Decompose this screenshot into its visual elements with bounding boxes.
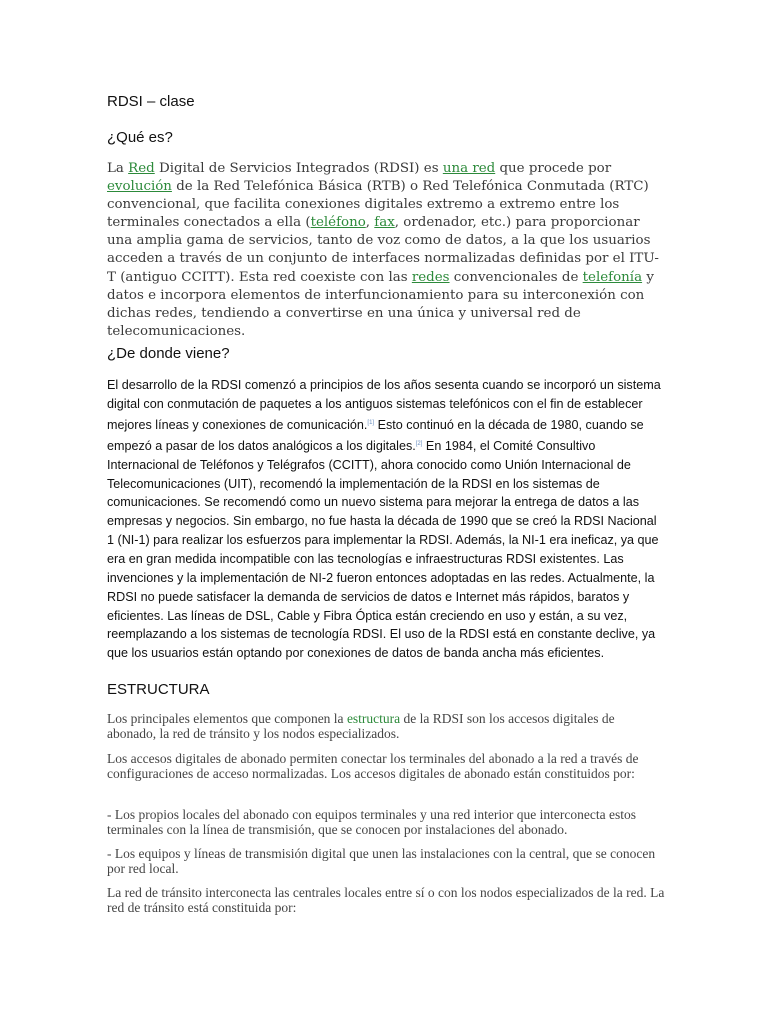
text-run: de la Red Telefónica Básica (RTB) o Red Telefónica Conmutada (RTC) convencional, que facilita conexiones digitales extremo a extremo entre los terminales conectados a ella (: [107, 179, 649, 231]
text-run: Los principales elementos que componen la: [107, 711, 347, 726]
text-run: ,: [365, 215, 375, 231]
heading-que-es: ¿Qué es?: [107, 129, 173, 146]
link-redes[interactable]: redes: [411, 269, 450, 285]
paragraph-history: [107, 376, 663, 663]
text-run: La: [107, 161, 129, 176]
text-run: , ordenador, etc.) para proporcionar una amplia gama de servicios, tanto de voz como de datos, a la que los usuarios acceden a través de un conjunto de interfaces normalizadas definidas por el ITU-T (antiguo CCITT). Esta red coexiste con las: [107, 215, 659, 285]
text-run: que procede por: [495, 161, 612, 176]
footnote-ref-1[interactable]: [1]: [367, 419, 375, 426]
paragraph-transit-network: La red de tránsito interconecta las centrales locales entre sí o con los nodos especializados de la red. La red de tránsito está constituida por:: [107, 885, 665, 915]
link-telefonia[interactable]: telefonía: [582, 269, 643, 285]
list-item-subscriber-premises: - Los propios locales del abonado con equipos terminales y una red interior que interconecta estos terminales con la línea de transmisión, que se conocen por instalaciones del abonado.: [107, 807, 636, 837]
link-evolucion[interactable]: evolución: [107, 179, 172, 195]
link-una-red[interactable]: una red: [442, 161, 496, 176]
highlight-estructura: estructura: [346, 711, 401, 726]
text-run: de la RDSI son los accesos digitales de abonado, la red de tránsito y los nodos especializados.: [107, 711, 615, 741]
text-run: El desarrollo de la RDSI comenzó a principios de los años sesenta cuando se incorporó un sistema digital con conmutación de paquetes a los antiguos sistemas telefónicos con el fin de establecer mejores líneas y conexiones de comunicación.: [107, 378, 661, 432]
document-title: RDSI – clase: [107, 93, 195, 110]
link-telefono[interactable]: teléfono: [310, 215, 366, 231]
text-run: y datos e incorpora elementos de interfuncionamiento para su interconexión con dichas redes, tendiendo a convertirse en una única y universal red de telecomunicaciones.: [107, 269, 654, 339]
footnote-ref-2[interactable]: [2]: [415, 440, 423, 447]
link-fax[interactable]: fax: [374, 215, 395, 231]
list-item-local-network: - Los equipos y líneas de transmisión digital que unen las instalaciones con la central, que se conocen por red local.: [107, 846, 656, 876]
text-run: convencionales de: [449, 269, 583, 285]
paragraph-structure-intro: [107, 711, 667, 741]
link-red[interactable]: Red: [128, 161, 155, 176]
heading-de-donde-viene: ¿De donde viene?: [107, 345, 230, 362]
heading-estructura: ESTRUCTURA: [107, 681, 210, 698]
paragraph-access: Los accesos digitales de abonado permiten conectar los terminales del abonado a la red a través de configuraciones de acceso normalizadas. Los accesos digitales de abonado están constituidos por:: [107, 751, 639, 781]
paragraph-definition: [107, 160, 667, 341]
text-run: Digital de Servicios Integrados (RDSI) es: [154, 161, 443, 176]
text-run: En 1984, el Comité Consultivo Internacional de Teléfonos y Telégrafos (CCITT), ahora conocido como Unión Internacional de Telecomunicaciones (UIT), recomendó la implementación de la RDSI en los sistemas de comunicaciones. Se recomendó como un nuevo sistema para mejorar la entrega de datos a las empresas y negocios. Sin embargo, no fue hasta la década de 1990 que se creó la RDSI Nacional 1 (NI-1) para realizar los esfuerzos para implementar la RDSI. Además, la NI-1 era ineficaz, ya que era en gran medida incompatible con las tecnologías e infraestructuras RDSI existentes. Las invenciones y la implementación de NI-2 fueron entonces adoptadas en las redes. Actualmente, la RDSI no puede satisfacer la demanda de servicios de datos e Internet más rápidos, baratos y eficientes. Las líneas de DSL, Cable y Fibra Óptica están creciendo en uso y están, a su vez, reemplazando a los sistemas de tecnología RDSI. El uso de la RDSI está en constante declive, ya que los usuarios están optando por conexiones de datos de banda ancha más eficientes.: [107, 438, 659, 661]
text-run: Esto continuó en la década de 1980, cuando se empezó a pasar de los datos analógicos a los digitales.: [107, 417, 644, 453]
